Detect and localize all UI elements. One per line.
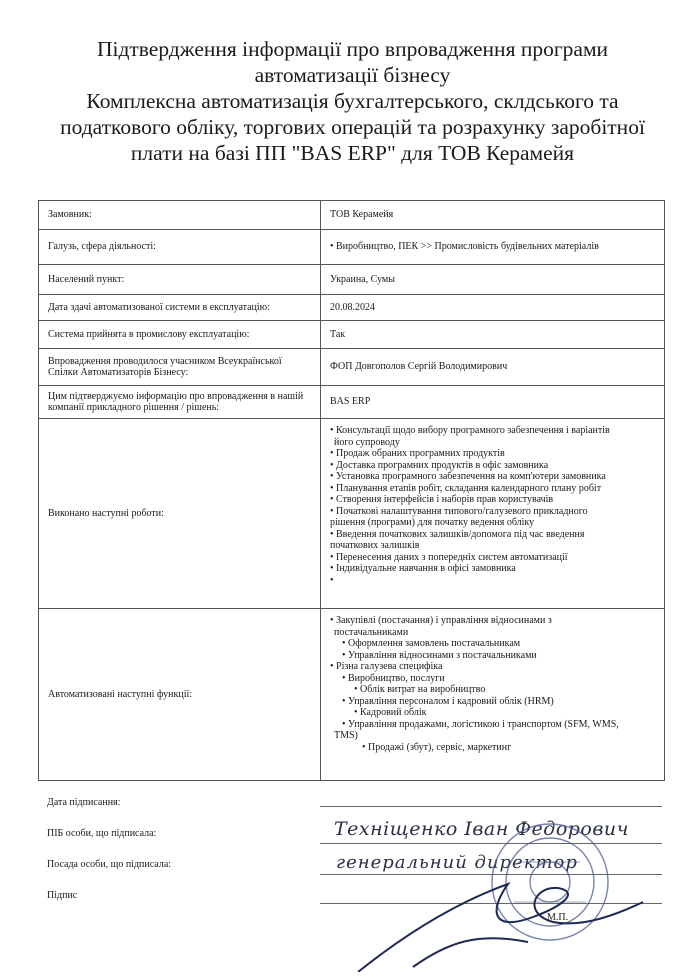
functions-label: Автоматизовані наступні функції: — [39, 609, 321, 781]
list-item: • Закупівлі (постачання) і управління відносинами з — [330, 615, 552, 626]
list-item: • Установка програмного забезпечення на комп'ютери замовника — [330, 471, 606, 482]
table-row-customer — [39, 201, 665, 230]
stamp-place-label: М.П. — [547, 912, 569, 923]
list-item: • Оформлення замовлень постачальникам — [342, 638, 521, 649]
signer-name-label: ПІБ особи, що підписала: — [47, 828, 157, 839]
signer-position-label: Посада особи, що підписала: — [47, 859, 172, 870]
list-item: • Кадровий облік — [354, 707, 427, 718]
signature-label: Підпис — [47, 890, 78, 901]
table-row-city — [39, 265, 665, 295]
signer-position-handwritten: генеральний директор — [336, 852, 578, 873]
title-line: плати на базі ПП "BAS ERP" для ТОВ Керамейя — [130, 141, 575, 165]
customer-value: ТОВ Керамейя — [321, 201, 665, 230]
table-row-solution — [39, 386, 665, 419]
accepted-label: Система прийнята в промислову експлуатацію: — [39, 321, 321, 349]
solution-value: BAS ERP — [321, 386, 665, 419]
list-item: • Індивідуальне навчання в офісі замовника — [330, 563, 516, 574]
works-label: Виконано наступні роботи: — [39, 419, 321, 609]
list-item: • Доставка програмних продуктів в офіс замовника — [330, 459, 549, 471]
solution-label: Цим підтверджуємо інформацію про впровадження в нашій компанії прикладного рішення / рішень: — [39, 386, 321, 419]
list-item: TMS) — [334, 730, 358, 741]
signing-date-line — [320, 805, 662, 807]
title-line: автоматизації бізнесу — [254, 63, 451, 87]
table-row-industry — [39, 230, 665, 265]
handwritten-signature — [358, 884, 643, 972]
list-item: • Управління продажами, логістикою і транспортом (SFM, WMS, — [342, 718, 619, 730]
list-item: рішення (програми) для початку ведення обліку — [330, 517, 535, 528]
list-item: • Виробництво, послуги — [342, 672, 445, 684]
industry-value: • Виробництво, ПЕК >> Промисловість будівельних матеріалів — [321, 230, 665, 265]
title-line: Комплексна автоматизація бухгалтерського, склдського та — [86, 89, 619, 113]
list-item: початкових залишків — [330, 540, 420, 551]
signer-name-handwritten: Техніщенко Іван Федорович — [334, 818, 629, 840]
signing-date-label: Дата підписання: — [47, 797, 121, 808]
delivery-date-value: 20.08.2024 — [321, 295, 665, 321]
list-item: • Управління персоналом і кадровий облік (HRM) — [342, 695, 554, 707]
list-item: • Продажі (збут), сервіс, маркетинг — [362, 741, 512, 753]
table-row-delivery-date — [39, 295, 665, 321]
list-item: • Облік витрат на виробництво — [354, 684, 486, 695]
implementer-label: Впровадження проводилося учасником Всеукраїнської Спілки Автоматизаторів Бізнесу: — [39, 349, 321, 386]
implementation-info-table — [38, 200, 665, 781]
city-value: Украина, Сумы — [321, 265, 665, 295]
functions-list — [321, 609, 665, 781]
city-label: Населений пункт: — [39, 265, 321, 295]
industry-label: Галузь, сфера діяльності: — [39, 230, 321, 265]
works-list — [321, 419, 665, 609]
table-row-functions — [39, 609, 665, 781]
title-line: Підтвердження інформації про впровадження програми — [96, 37, 609, 61]
list-item: • Планування етапів робіт, складання календарного плану робіт — [330, 482, 602, 494]
list-item: • Створення інтерфейсів і наборів прав користувачів — [330, 494, 554, 505]
accepted-value: Так — [321, 321, 665, 349]
table-row-works — [39, 419, 665, 609]
stamp-and-signature — [318, 822, 678, 972]
list-item: • Управління відносинами з постачальниками — [342, 649, 537, 661]
list-item: його супроводу — [334, 436, 400, 448]
table-row-accepted — [39, 321, 665, 349]
list-item: постачальниками — [334, 626, 409, 638]
implementer-value: ФОП Довгополов Сергій Володимирович — [321, 349, 665, 386]
title-line: податкового обліку, торгових операцій та розрахунку заробітної — [60, 115, 645, 139]
list-item: • Перенесення даних з попередніх систем автоматизації — [330, 551, 568, 563]
list-item: • Різна галузева специфіка — [330, 661, 443, 672]
list-item: • Продаж обраних програмних продуктів — [330, 448, 505, 459]
list-item: • Початкові налаштування типового/галузевого прикладного — [330, 505, 588, 517]
customer-label: Замовник: — [39, 201, 321, 230]
list-item: • Консультації щодо вибору програмного забезпечення і варіантів — [330, 425, 610, 436]
table-row-implementer — [39, 349, 665, 386]
list-item: • Введення початкових залишків/допомога під час введення — [330, 528, 585, 540]
document-title — [40, 36, 665, 166]
delivery-date-label: Дата здачі автоматизованої системи в експлуатацію: — [39, 295, 321, 321]
list-item: • — [330, 574, 334, 586]
